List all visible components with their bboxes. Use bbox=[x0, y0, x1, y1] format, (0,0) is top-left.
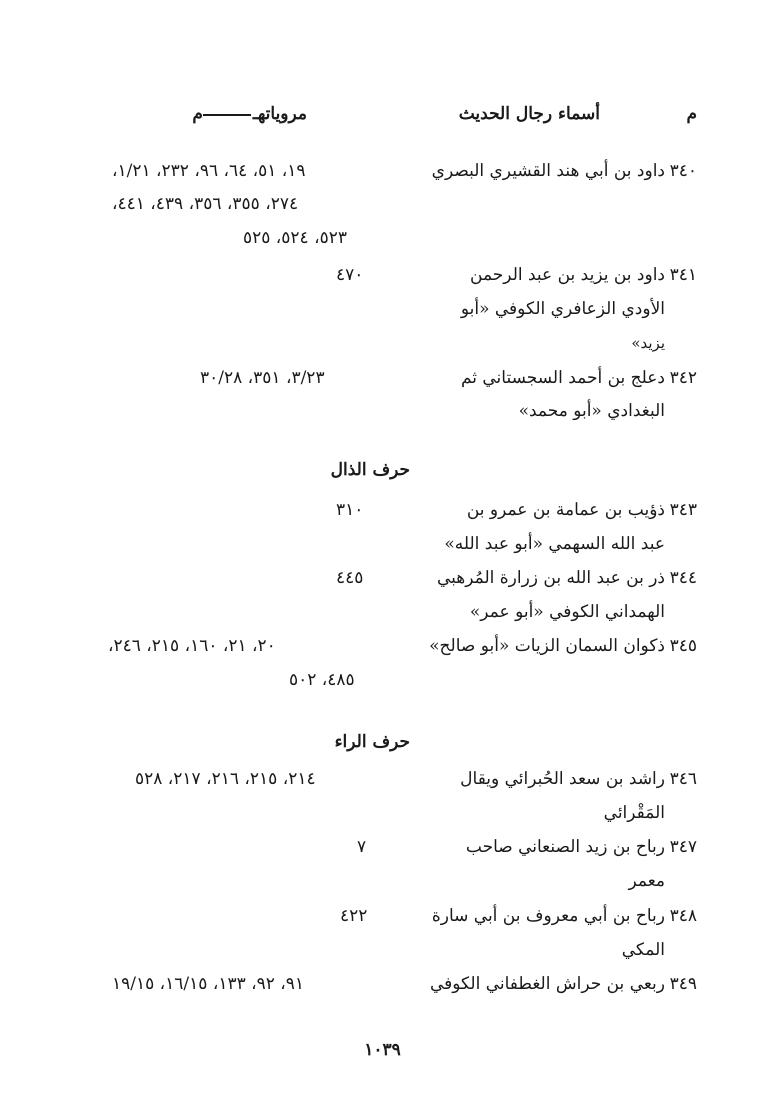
entry-refs-line: ٤٢٢ bbox=[340, 906, 368, 926]
entry-refs-line: ٣١٠ bbox=[336, 500, 364, 520]
entry-name-line: عبد الله السهمي «أبو عبد الله» bbox=[444, 534, 665, 554]
entry-number: ٣٤٥ bbox=[669, 636, 697, 656]
entry-name-line: ذر بن عبد الله بن زرارة المُرهبي bbox=[436, 568, 665, 588]
entry-number: ٣٤٤ bbox=[669, 568, 697, 588]
entry-refs-line: ٢٠، ٢١، ١٦٠، ٢١٥، ٢٤٦، bbox=[108, 636, 276, 656]
header-names: أسماء رجال الحديث bbox=[458, 104, 600, 124]
entry-number: ٣٤١ bbox=[669, 265, 697, 285]
entry-name-line: راشد بن سعد الحُبرائي ويقال bbox=[460, 769, 665, 789]
entry-number: ٣٤٨ bbox=[669, 906, 697, 926]
entry-number: ٣٤٣ bbox=[669, 500, 697, 520]
entry-refs-line: ٣/٢٣، ٣٥١، ٣٠/٢٨ bbox=[200, 368, 325, 388]
entry-refs-line: ٤٧٠ bbox=[336, 265, 364, 285]
entry-refs-line: ١٩، ٥١، ٦٤، ٩٦، ٢٣٢، ١/٢١، bbox=[112, 161, 306, 181]
entry-refs-line: ٢١٤، ٢١٥، ٢١٦، ٢١٧، ٥٢٨ bbox=[135, 769, 316, 789]
entry-name-line: ذكوان السمان الزيات «أبو صالح» bbox=[429, 636, 665, 656]
header-riwayat-label: مروياتهـ bbox=[252, 104, 307, 124]
entry-refs-line: ٤٤٥ bbox=[336, 568, 364, 588]
entry-name-line: داود بن يزيد بن عبد الرحمن bbox=[470, 265, 665, 285]
section-heading-ra: حرف الراء bbox=[334, 732, 410, 752]
entry-name-line: رباح بن أبي معروف بن أبي سارة bbox=[431, 906, 665, 926]
entry-name-line: رباح بن زيد الصنعاني صاحب bbox=[465, 837, 665, 857]
entry-name-line: الأودي الزعافري الكوفي «أبو bbox=[460, 299, 665, 319]
entry-refs-line: ٤٨٥، ٥٠٢ bbox=[289, 670, 355, 690]
entry-name-line: المكي bbox=[621, 940, 665, 960]
entry-name-line: البغدادي «أبو محمد» bbox=[518, 401, 665, 421]
entry-refs-line: ٢٧٤، ٣٥٥، ٣٥٦، ٤٣٩، ٤٤١، bbox=[112, 194, 299, 214]
header-riwayat bbox=[192, 104, 307, 124]
section-heading-dhal: حرف الذال bbox=[330, 460, 410, 480]
entry-refs-line: ٩١، ٩٢، ١٣٣، ١٦/١٥، ١٩/١٥ bbox=[112, 974, 305, 994]
entry-name-line: المَقْرائي bbox=[603, 803, 665, 823]
entry-name-line: يزيد» bbox=[631, 334, 665, 352]
entry-number: ٣٤٦ bbox=[669, 769, 697, 789]
entry-name-line: ذؤيب بن عمامة بن عمرو بن bbox=[466, 500, 665, 520]
entry-number: ٣٤٧ bbox=[669, 837, 697, 857]
header-number: م bbox=[686, 104, 697, 124]
entry-name-line: ربعي بن حراش الغطفاني الكوفي bbox=[429, 974, 665, 994]
entry-name-line: الهمداني الكوفي «أبو عمر» bbox=[469, 602, 665, 622]
entry-name-line: دعلج بن أحمد السجستاني ثم bbox=[460, 368, 665, 388]
entry-name-line: داود بن أبي هند القشيري البصري bbox=[431, 161, 665, 181]
entry-number: ٣٤٩ bbox=[669, 974, 697, 994]
entry-refs-line: ٥٢٣، ٥٢٤، ٥٢٥ bbox=[243, 228, 347, 248]
header-riwayat-rule bbox=[203, 114, 251, 116]
entry-name-line: معمر bbox=[628, 871, 665, 891]
header-riwayat-end: م bbox=[192, 104, 203, 124]
entry-number: ٣٤٢ bbox=[669, 368, 697, 388]
page-number: ١٠٣٩ bbox=[364, 1040, 401, 1060]
entry-refs-line: ٧ bbox=[357, 837, 367, 857]
entry-number: ٣٤٠ bbox=[669, 161, 697, 181]
